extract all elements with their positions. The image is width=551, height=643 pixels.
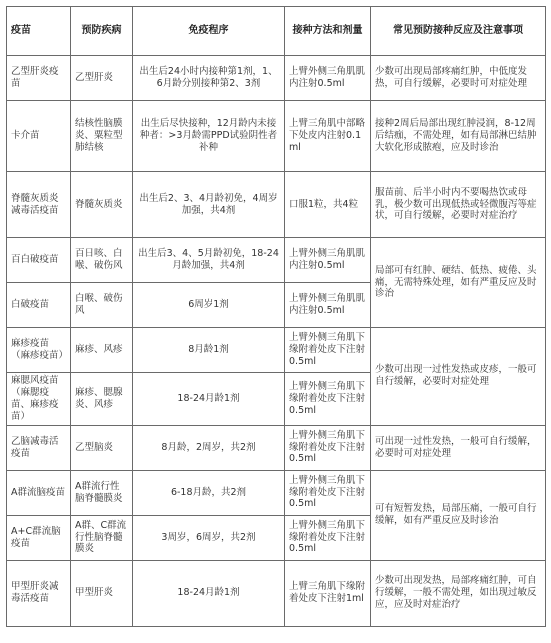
table-row: [7, 470, 546, 515]
cell-notes: 少数可出现局部疼痛红肿，中低度发热，可自行缓解，必要时可对症处理: [371, 56, 546, 101]
table-header-row: [7, 7, 546, 56]
vaccine-schedule-sheet: [6, 6, 545, 637]
cell-method: 上臂外侧三角肌下缘附着处皮下注射0.5ml: [285, 470, 371, 515]
cell-schedule: 18-24月龄1剂: [133, 373, 285, 426]
cell-method: 上臂三角肌中部略下处皮内注射0.1ml: [285, 101, 371, 172]
cell-disease: 麻疹、风疹: [71, 328, 133, 373]
header-schedule: 免疫程序: [133, 7, 285, 56]
vaccine-table: [6, 6, 546, 627]
cell-method: 上臂外侧三角肌下缘附着处皮下注射0.5ml: [285, 515, 371, 560]
table-row: [7, 101, 546, 172]
cell-schedule: 出生后24小时内接种第1剂，1、6月龄分别接种第2、3剂: [133, 56, 285, 101]
cell-notes: 服苗前、后半小时内不要喝热饮或母乳，极少数可出现低热或轻微腹泻等症状，可自行缓解，必要时对症治疗: [371, 172, 546, 238]
cell-disease: 白喉、破伤风: [71, 283, 133, 328]
cell-vaccine: 白破疫苗: [7, 283, 71, 328]
cell-schedule: 出生后尽快接种，12月龄内未接种者：>3月龄需PPD试验阴性者补种: [133, 101, 285, 172]
cell-method: 上臂外侧三角肌肌内注射0.5ml: [285, 238, 371, 283]
cell-disease: 甲型肝炎: [71, 560, 133, 626]
cell-disease: 乙型脑炎: [71, 425, 133, 470]
table-row: [7, 560, 546, 626]
table-row: [7, 328, 546, 373]
header-vaccine: 疫苗: [7, 7, 71, 56]
cell-vaccine: 乙型肝炎疫苗: [7, 56, 71, 101]
cell-notes: 局部可有红肿、硬结、低热、疲倦、头痛，无需特殊处理，如有严重反应及时诊治: [371, 238, 546, 328]
table-row: [7, 172, 546, 238]
cell-schedule: 8月龄，2周岁，共2剂: [133, 425, 285, 470]
header-disease: 预防疾病: [71, 7, 133, 56]
cell-schedule: 出生后3、4、5月龄初免，18-24月龄加强，共4剂: [133, 238, 285, 283]
cell-notes: 可出现一过性发热，一般可自行缓解，必要时可对症处理: [371, 425, 546, 470]
cell-disease: 百日咳、白喉、破伤风: [71, 238, 133, 283]
cell-vaccine: 麻腮风疫苗（麻腮疫苗、麻疹疫苗）: [7, 373, 71, 426]
cell-disease: 乙型肝炎: [71, 56, 133, 101]
table-row: [7, 238, 546, 283]
cell-schedule: 6周岁1剂: [133, 283, 285, 328]
cell-disease: 麻疹、腮腺炎、风疹: [71, 373, 133, 426]
cell-vaccine: 乙脑减毒活疫苗: [7, 425, 71, 470]
header-method: 接种方法和剂量: [285, 7, 371, 56]
header-notes: 常见预防接种反应及注意事项: [371, 7, 546, 56]
cell-disease: A群、C群流行性脑脊髓膜炎: [71, 515, 133, 560]
cell-notes: 可有短暂发热，局部压痛，一般可自行缓解，如有严重反应及时诊治: [371, 470, 546, 560]
cell-schedule: 6-18月龄，共2剂: [133, 470, 285, 515]
cell-method: 上臂三角肌下缘附着处皮下注射1ml: [285, 560, 371, 626]
cell-method: 上臂外侧三角肌下缘附着处皮下注射0.5ml: [285, 373, 371, 426]
cell-notes: 少数可出现发热，局部疼痛红肿，可自行缓解，一般不需处理，如出现过敏反应，应及时对症治疗: [371, 560, 546, 626]
cell-disease: A群流行性脑脊髓膜炎: [71, 470, 133, 515]
cell-vaccine: 甲型肝炎减毒活疫苗: [7, 560, 71, 626]
cell-schedule: 18-24月龄1剂: [133, 560, 285, 626]
cell-notes: 少数可出现一过性发热或皮疹，一般可自行缓解，必要时对症处理: [371, 328, 546, 426]
cell-vaccine: A群流脑疫苗: [7, 470, 71, 515]
cell-vaccine: 脊髓灰质炎减毒活疫苗: [7, 172, 71, 238]
cell-disease: 结核性脑膜炎、粟粒型肺结核: [71, 101, 133, 172]
cell-disease: 脊髓灰质炎: [71, 172, 133, 238]
cell-vaccine: 卡介苗: [7, 101, 71, 172]
cell-method: 口服1粒，共4粒: [285, 172, 371, 238]
cell-method: 上臂外侧三角肌肌内注射0.5ml: [285, 283, 371, 328]
cell-vaccine: 百白破疫苗: [7, 238, 71, 283]
cell-notes: 接种2周后局部出现红肿浸润，8-12周后结痂，不需处理，如有局部淋巴结肿大软化形成脓疱，应及时诊治: [371, 101, 546, 172]
cell-vaccine: A+C群流脑疫苗: [7, 515, 71, 560]
cell-vaccine: 麻疹疫苗（麻疹疫苗）: [7, 328, 71, 373]
cell-method: 上臂外侧三角肌下缘附着处皮下注射0.5ml: [285, 328, 371, 373]
cell-schedule: 出生后2、3、4月龄初免，4周岁加强，共4剂: [133, 172, 285, 238]
cell-method: 上臂外侧三角肌肌内注射0.5ml: [285, 56, 371, 101]
cell-method: 上臂外侧三角肌下缘附着处皮下注射0.5ml: [285, 425, 371, 470]
table-row: [7, 425, 546, 470]
table-row: [7, 56, 546, 101]
cell-schedule: 8月龄1剂: [133, 328, 285, 373]
cell-schedule: 3周岁，6周岁，共2剂: [133, 515, 285, 560]
